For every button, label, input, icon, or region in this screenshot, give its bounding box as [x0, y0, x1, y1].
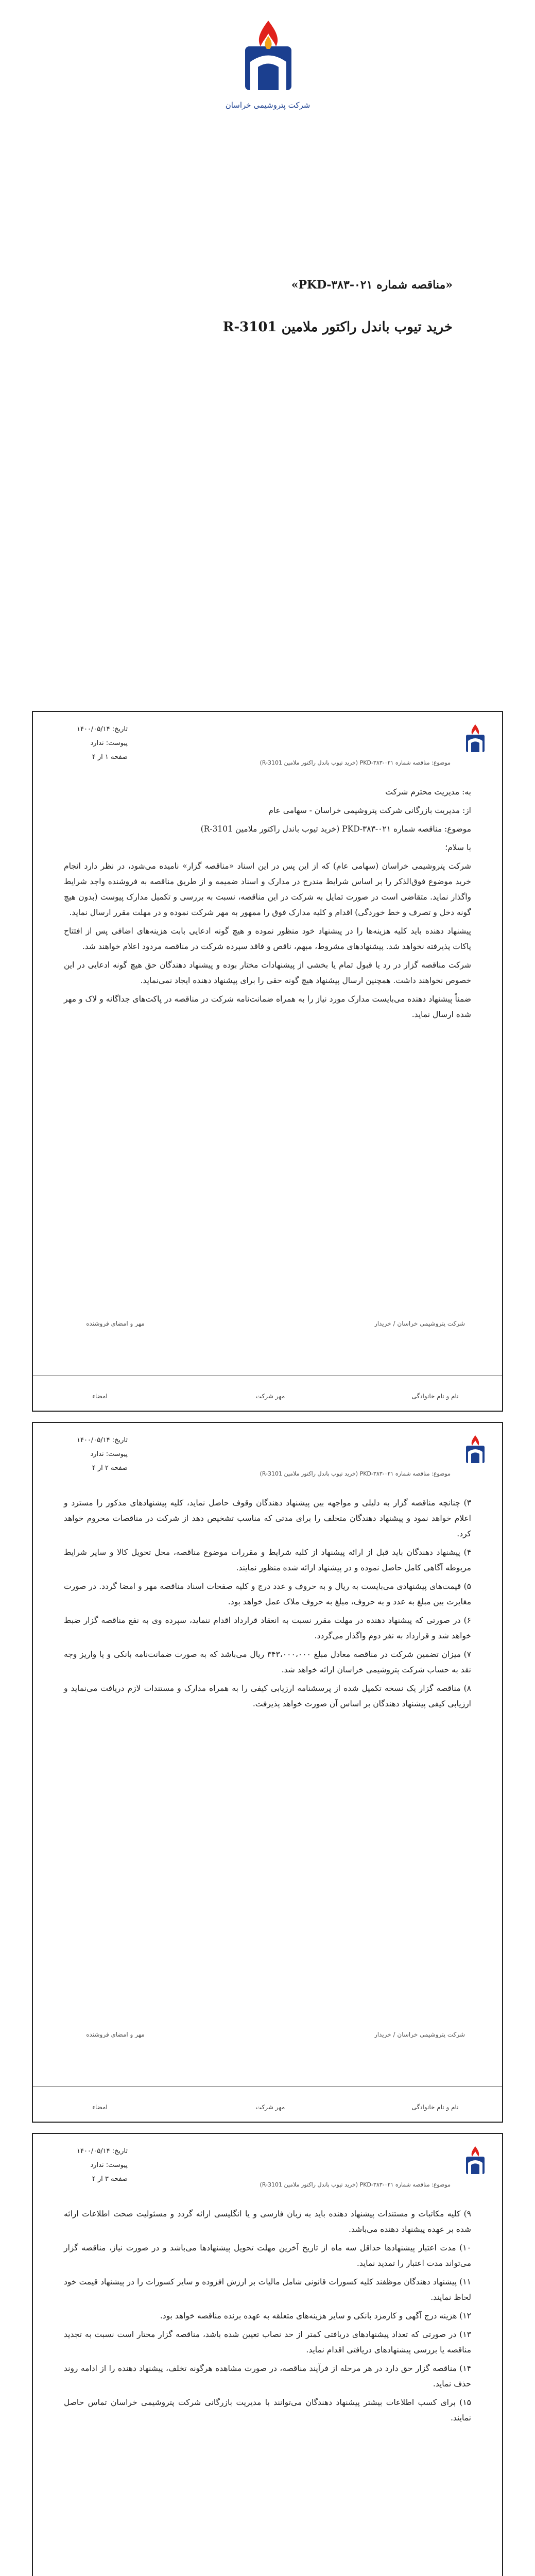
page-footer: نام و نام خانوادگی مهر شرکت امضاء: [33, 1376, 502, 1412]
page-header: [33, 1423, 502, 1485]
letter-body: ۳) چنانچه مناقصه گزار به دلیلی و مواجهه بین پیشنهاد دهندگان وقوف حاصل نماید، کلیه پیشنهادهای مذکور را مسترد و اعلام خواهد نمود و پیشنهاد دهندگان متخلف را برای مدتی که مناسب تشخیص دهد از شرکت در مناقصات محروم خواهد کرد. ۴) پیشنهاد دهندگان باید قبل از ارائه پیشنهاد از کلیه شرایط و مقررات موضوع مناقصه، محل تحویل کالا و سایر شرایط مربوطه آگاهی کامل حاصل نموده و در پیشنهاد ارائه شده منظور نمایند. ۵) قیمت‌های پیشنهادی می‌بایست به ریال و به حروف و عدد درج و کلیه صفحات اسناد مناقصه مهر و امضا گردد. در صورت مغایرت بین مبلغ به عدد و به حروف، مبلغ به حروف ملاک عمل خواهد بود. ۶) در صورتی که پیشنهاد دهنده در مهلت مقرر نسبت به انعقاد قرارداد اقدام ننماید، سپرده وی به نفع مناقصه گزار ضبط خواهد شد و قرارداد به نفر دوم واگذار می‌گردد. ۷) میزان تضمین شرکت در مناقصه معادل مبلغ ۳۴۳،۰۰۰،۰۰۰ ریال می‌باشد که به صورت ضمانت‌نامه بانکی و یا واریز وجه نقد به حساب شرکت پتروشیمی خراسان ارائه خواهد شد. ۸) مناقصه گزار یک نسخه تکمیل شده از پرسشنامه ارزیابی کیفی را به همراه مدارک و مستندات لازم دریافت می‌نماید و ارزیابی کیفی پیشنهاد دهندگان بر اساس آن صورت خواهد پذیرفت.: [64, 1498, 472, 1708]
page-header: [33, 712, 502, 774]
cover-page: [0, 0, 535, 704]
page-header: [33, 2134, 502, 2196]
header-subject: موضوع: مناقصه شماره ۰۲۱-۳۸۳-PKD (خرید تیوب باندل راکتور ملامین R-3101): [260, 1470, 451, 1477]
letter-meta: تاریخ: ۱۴۰۰/۰۵/۱۴ پیوست: ندارد صفحه ۲ از ۴: [76, 1436, 128, 1472]
tender-title: خرید تیوب باندل راکتور ملامین R-3101: [222, 319, 453, 335]
signature-row: شرکت پتروشیمی خراسان / خریدار مهر و امضای فروشنده: [86, 1320, 465, 1327]
signature-row: شرکت پتروشیمی خراسان / خریدار مهر و امضای فروشنده: [86, 2031, 465, 2038]
header-subject: موضوع: مناقصه شماره ۰۲۱-۳۸۳-PKD (خرید تیوب باندل راکتور ملامین R-3101): [260, 2181, 451, 2188]
tender-number: «مناقصه شماره ۰۲۱-۳۸۳-PKD»: [291, 278, 453, 292]
letter-body: به: مدیریت محترم شرکت از: مدیریت بازرگانی شرکت پتروشیمی خراسان - سهامی عام موضوع: مناقصه شماره ۰۲۱-۳۸۳-PKD (خرید تیوب باندل راکتور ملامین R-3101) با سلام؛ شرکت پتروشیمی خراسان (سهامی عام) که از این پس در این اسناد «مناقصه گزار» نامیده می‌شود، در نظر دارد انجام خرید موضوع فوق‌الذکر را بر اساس شرایط مندرج در مدارک و اسناد ضمیمه و از طریق مناقصه به فروشنده واجد شرایط واگذار نماید. متقاضی است در صورت تمایل به شرکت در این مناقصه، نسبت به بررسی و تکمیل مدارک پیوست (بدون هیچ گونه دخل و تصرف و خط خوردگی) اقدام و کلیه مدارک فوق را ممهور به مهر شرکت نموده و در مهلت مقرر ارسال نماید. پیشنهاد دهنده باید کلیه هزینه‌ها را در پیشنهاد خود منظور نموده و هیچ گونه ادعایی بابت هزینه‌های اضافی پس از افتتاح پاکات پذیرفته نخواهد شد. پیشنهادهای مشروط، مبهم، ناقص و فاقد سپرده شرکت در مناقصه مردود اعلام خواهند شد. شرکت مناقصه گزار در رد یا قبول تمام یا بخشی از پیشنهادات مختار بوده و پیشنهاد دهندگان حق هیچ گونه ادعایی در این خصوص نخواهند داشت. همچنین ارسال پیشنهاد هیچ گونه حقی را برای پیشنهاد دهنده ایجاد نمی‌نماید. ضمناً پیشنهاد دهنده می‌بایست مدارک مورد نیاز را به همراه ضمانت‌نامه شرکت در مناقصه در پاکت‌های جداگانه و لاک و مهر شده ارسال نماید.: [64, 787, 471, 1019]
header-subject: موضوع: مناقصه شماره ۰۲۱-۳۸۳-PKD (خرید تیوب باندل راکتور ملامین R-3101): [260, 759, 451, 766]
letter-page-3: [32, 2133, 503, 2576]
page-footer: نام و نام خانوادگی مهر شرکت امضاء: [33, 2087, 502, 2123]
company-name: شرکت پتروشیمی خراسان: [225, 100, 310, 110]
letter-body: ۹) کلیه مکاتبات و مستندات پیشنهاد دهنده باید به زبان فارسی و یا انگلیسی ارائه گردد و مسئولیت صحت اطلاعات ارائه شده بر عهده پیشنهاد دهنده می‌باشد. ۱۰) مدت اعتبار پیشنهادها حداقل سه ماه از تاریخ آخرین مهلت تحویل پیشنهادها می‌باشد و در صورت نیاز، مناقصه گزار می‌تواند مدت اعتبار را تمدید نماید. ۱۱) پیشنهاد دهندگان موظفند کلیه کسورات قانونی شامل مالیات بر ارزش افزوده و سایر کسورات را در پیشنهاد قیمت خود لحاظ نمایند. ۱۲) هزینه درج آگهی و کارمزد بانکی و سایر هزینه‌های متعلقه به عهده برنده مناقصه خواهد بود. ۱۳) در صورتی که تعداد پیشنهادهای دریافتی کمتر از حد نصاب تعیین شده باشد، مناقصه گزار مختار است نسبت به تجدید مناقصه یا بررسی پیشنهادهای دریافتی اقدام نماید. ۱۴) مناقصه گزار حق دارد در هر مرحله از فرآیند مناقصه، در صورت مشاهده هرگونه تخلف، پیشنهاد دهنده را از ادامه روند حذف نماید. ۱۵) برای کسب اطلاعات بیشتر پیشنهاد دهندگان می‌توانند با مدیریت بازرگانی شرکت پتروشیمی خراسان تماس حاصل نمایند.: [64, 2209, 471, 2422]
small-logo-icon: [462, 2145, 489, 2176]
letter-page-2: [32, 1422, 503, 2123]
letter-page-1: [32, 711, 503, 1412]
small-logo-icon: [462, 723, 489, 754]
letter-meta: تاریخ: ۱۴۰۰/۰۵/۱۴ پیوست: ندارد صفحه ۱ از ۴: [76, 725, 128, 761]
letter-meta: تاریخ: ۱۴۰۰/۰۵/۱۴ پیوست: ندارد صفحه ۳ از ۴: [76, 2147, 128, 2183]
company-logo-icon: [235, 18, 302, 95]
small-logo-icon: [462, 1434, 489, 1465]
